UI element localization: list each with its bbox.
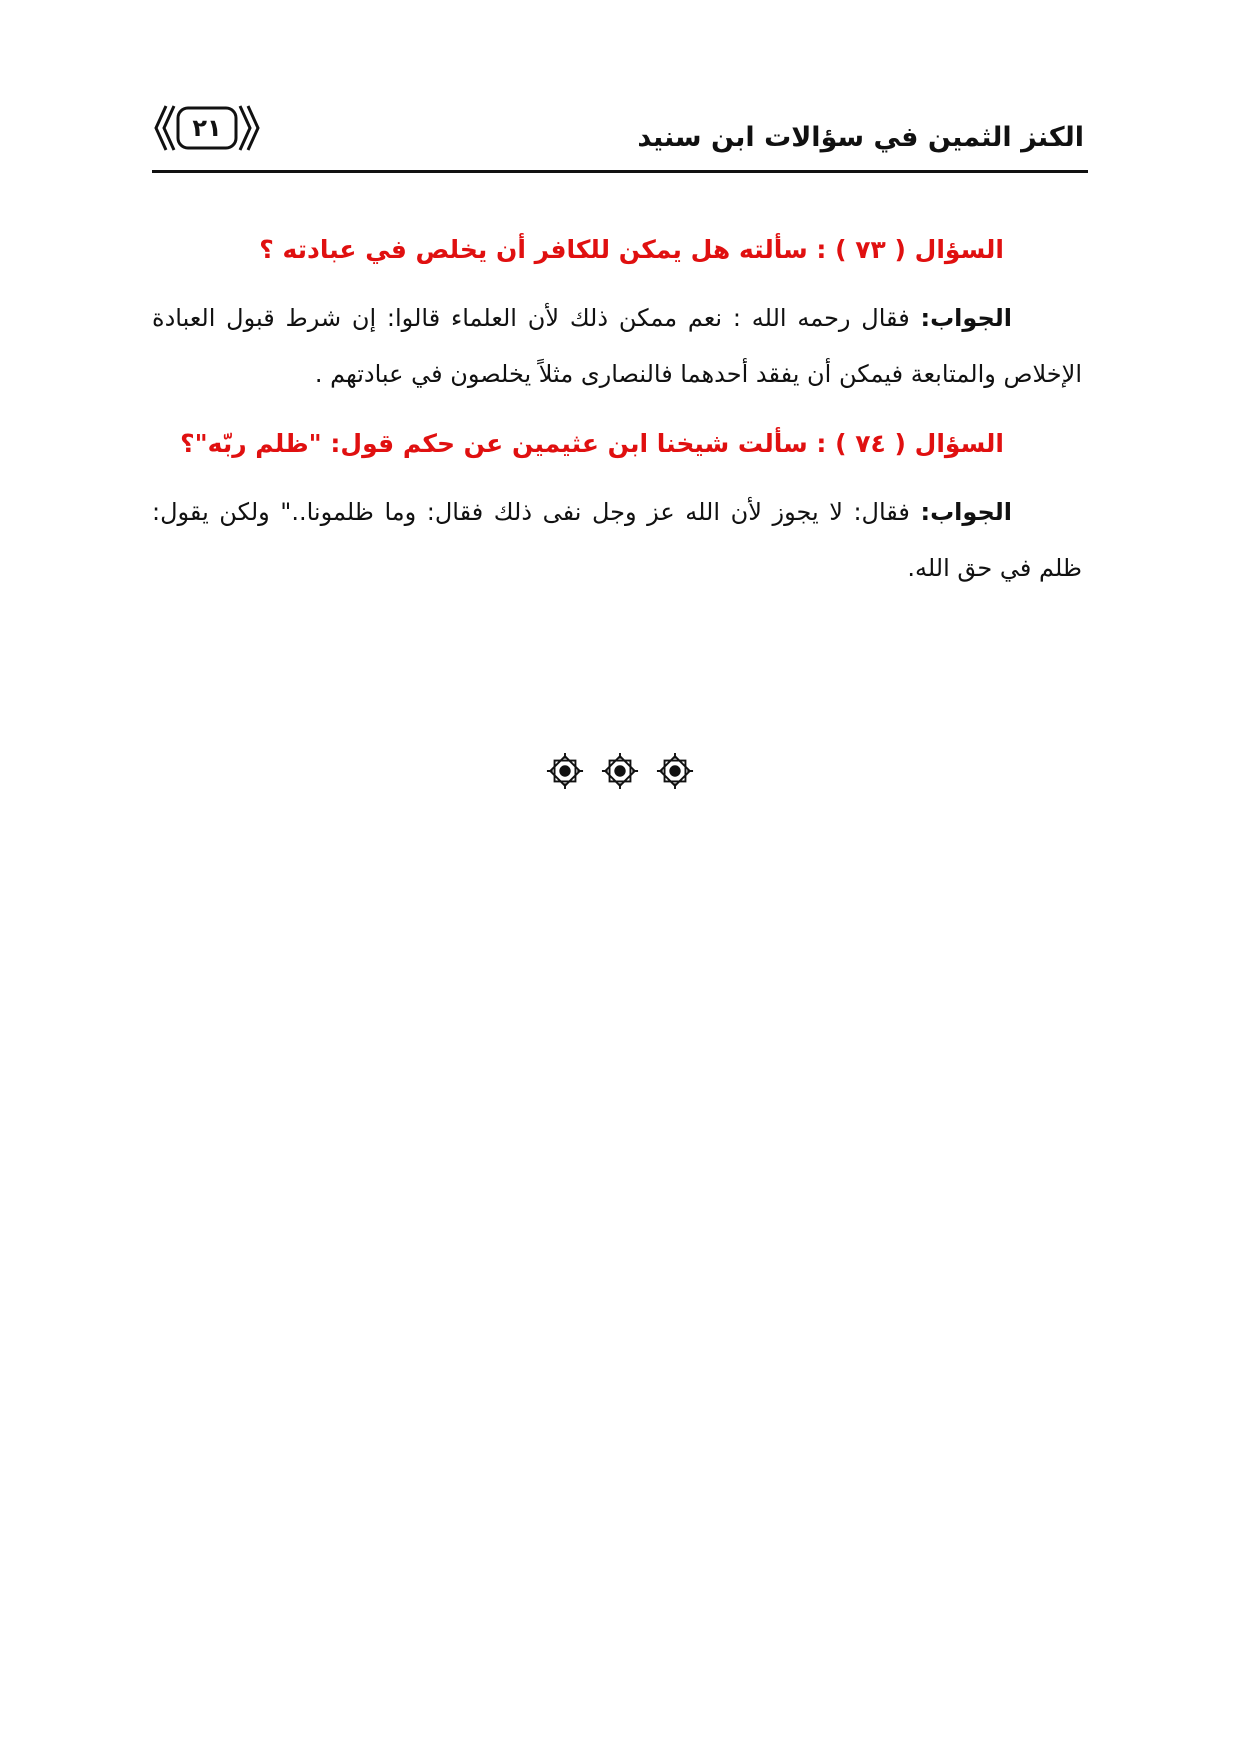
answer-paragraph (152, 290, 1082, 402)
page-content (152, 220, 1082, 608)
answer-text: فقال رحمه الله : نعم ممكن ذلك لأن العلماء قالوا: إن شرط قبول العبادة الإخلاص والمتابعة فيمكن أن يفقد أحدهما فالنصارى مثلاً يخلصون في عبادتهم . (152, 304, 1082, 388)
header-divider (152, 170, 1088, 173)
question-heading (152, 414, 1082, 474)
star-ornament-icon (601, 752, 639, 790)
question-number: ( ٧٣ ) : (816, 235, 906, 264)
running-title: الكنز الثمين في سؤالات ابن سنيد (637, 122, 1084, 153)
page-header (152, 100, 1088, 172)
answer-paragraph (152, 484, 1082, 596)
question-label: السؤال (914, 235, 1004, 264)
answer-label: الجواب: (920, 498, 1012, 526)
question-number: ( ٧٤ ) : (816, 429, 906, 458)
answer-label: الجواب: (920, 304, 1012, 332)
question-label: السؤال (914, 429, 1004, 458)
answer-text: فقال: لا يجوز لأن الله عز وجل نفى ذلك فقال: وما ظلمونا.." ولكن يقول: ظلم في حق الله. (152, 498, 1082, 582)
qa-block-73 (152, 220, 1082, 402)
page-number: ٢١ (192, 114, 222, 142)
star-ornament-icon (656, 752, 694, 790)
section-end-ornaments (0, 752, 1240, 800)
question-heading (152, 220, 1082, 280)
question-text: سألت شيخنا ابن عثيمين عن حكم قول: "ظلم ربّه"؟ (180, 429, 808, 458)
question-text: سألته هل يمكن للكافر أن يخلص في عبادته ؟ (259, 235, 808, 264)
star-ornament-icon (546, 752, 584, 790)
qa-block-74 (152, 414, 1082, 596)
page-number-badge (152, 100, 262, 160)
